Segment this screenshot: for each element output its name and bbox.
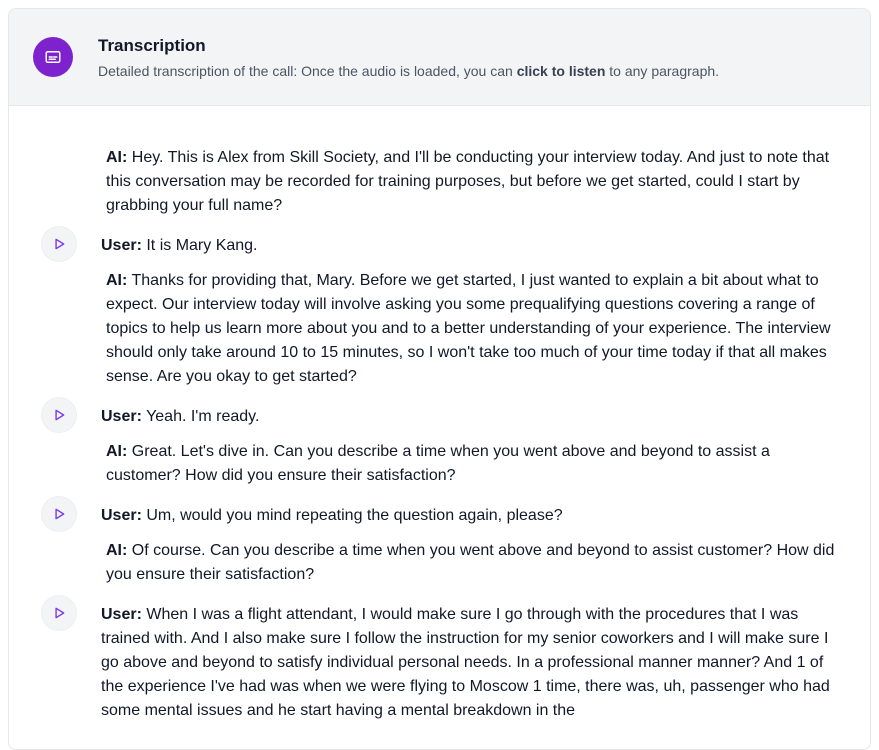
speaker-label: User: — [101, 237, 142, 254]
paragraph-text: Yeah. I'm ready. — [141, 408, 260, 425]
transcript-paragraph-ai[interactable] — [106, 146, 841, 218]
transcript-paragraph-user[interactable] — [101, 504, 841, 528]
play-paragraph-button[interactable] — [42, 227, 76, 261]
speaker-label: AI: — [106, 272, 128, 289]
subtitle-emphasis: click to listen — [516, 63, 606, 79]
play-icon — [52, 237, 66, 251]
play-paragraph-button[interactable] — [42, 398, 76, 432]
play-paragraph-button[interactable] — [42, 497, 76, 531]
paragraph-text: It is Mary Kang. — [141, 237, 258, 254]
speaker-label: AI: — [106, 149, 128, 166]
transcript-paragraph-user[interactable] — [101, 234, 841, 258]
speaker-label: User: — [101, 507, 142, 524]
play-icon — [52, 408, 66, 422]
transcript-paragraph-ai[interactable] — [106, 539, 841, 587]
transcript-paragraph-user[interactable] — [101, 405, 841, 429]
page-title: Transcription — [98, 36, 206, 55]
paragraph-text: Thanks for providing that, Mary. Before we get started, I just wanted to explain a bit about what to expect. Our interview today will involve asking you some prequalifying questions covering a range of topics to help us learn more about you and to a better understanding of your experience. The interview should only take around 10 to 15 minutes, so I won't take too much of your time today if that all makes sense. Are you okay to get started? — [106, 272, 831, 385]
transcript-paragraph-ai[interactable] — [106, 440, 841, 488]
subtitle-prefix: Detailed transcription of the call: Once the audio is loaded, you can — [98, 63, 517, 79]
play-icon — [52, 507, 66, 521]
play-paragraph-button[interactable] — [42, 596, 76, 630]
speaker-label: User: — [101, 408, 142, 425]
paragraph-text: Um, would you mind repeating the question again, please? — [141, 507, 563, 524]
speaker-label: AI: — [106, 443, 128, 460]
speaker-label: User: — [101, 606, 142, 623]
transcript-paragraph-user[interactable] — [101, 603, 841, 723]
play-icon — [52, 606, 66, 620]
paragraph-text: Of course. Can you describe a time when you went above and beyond to assist customer? How did you ensure their satisfaction? — [106, 542, 835, 583]
paragraph-text: When I was a flight attendant, I would make sure I go through with the procedures that I was trained with. And I also make sure I follow the instruction for my senior coworkers and I will make sure I go above and beyond to satisfy individual personal needs. In a professional manner manner? And 1 of the experience I've had was when we were flying to Moscow 1 time, there was, uh, passenger who had some mental issues and he start having a mental breakdown in the — [101, 606, 830, 719]
subtitle-suffix: to any paragraph. — [605, 63, 720, 79]
transcription-header — [9, 9, 870, 106]
paragraph-text: Hey. This is Alex from Skill Society, and I'll be conducting your interview today. And just to note that this conversation may be recorded for training purposes, but before we get started, could I start by grabbing your full name? — [106, 149, 830, 214]
page-subtitle — [98, 63, 719, 79]
subtitles-icon — [33, 37, 73, 77]
speaker-label: AI: — [106, 542, 128, 559]
transcript-paragraph-ai[interactable] — [106, 269, 841, 389]
paragraph-text: Great. Let's dive in. Can you describe a time when you went above and beyond to assist a customer? How did you ensure their satisfaction? — [106, 443, 770, 484]
transcription-card — [8, 8, 871, 750]
